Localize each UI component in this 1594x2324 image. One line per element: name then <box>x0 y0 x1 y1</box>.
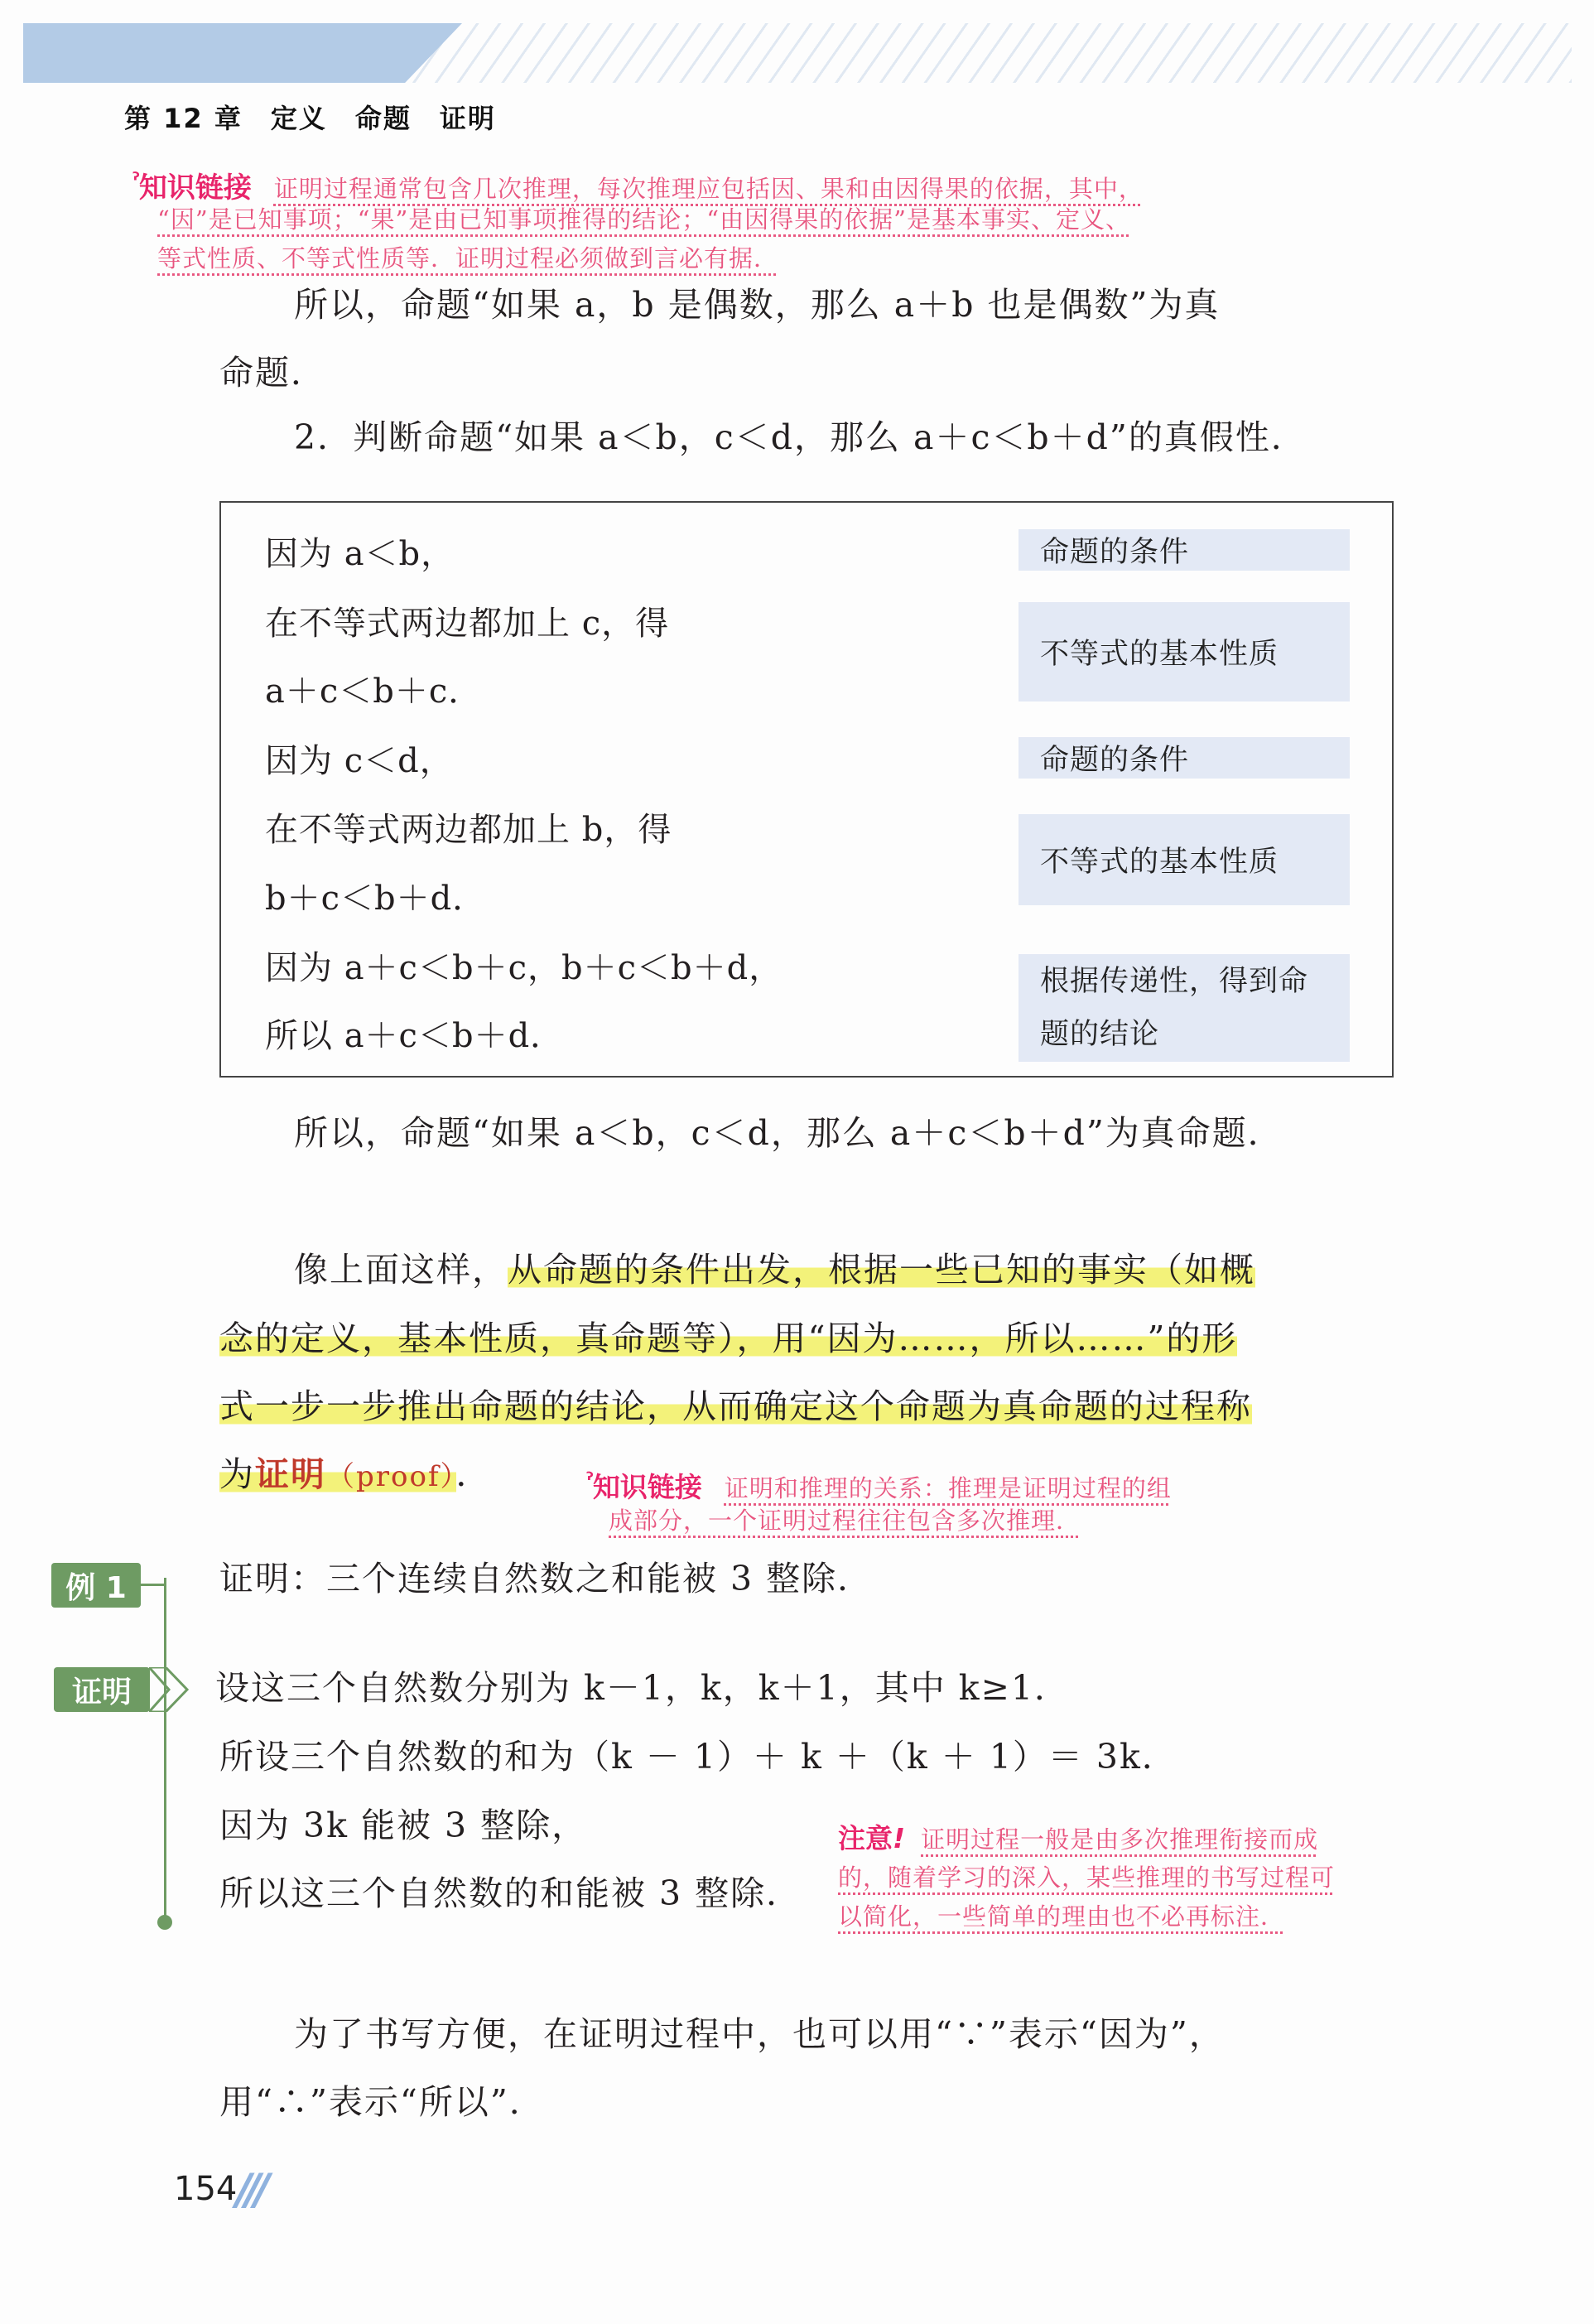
conclusion-line: 所以，命题“如果 a＜b，c＜d，那么 a＋c＜b＋d”为真命题． <box>294 1113 1283 1153</box>
note-line: 等式性质、不等式性质等．证明过程必须做到言必有据． <box>157 244 779 272</box>
paragraph-line: 为了书写方便，在证明过程中，也可以用“∵”表示“因为”， <box>294 2014 1225 2054</box>
proof-timeline <box>164 1578 166 1926</box>
hook-icon: ˀ <box>586 1468 593 1492</box>
proof-tab: 证明 <box>54 1667 150 1712</box>
reason-label: 命题的条件 <box>1019 529 1350 571</box>
paragraph-line: 用“∴”表示“所以”． <box>219 2082 545 2122</box>
definition-line: 式一步一步推出命题的结论，从而确定这个命题为真命题的过程称 <box>219 1386 1252 1426</box>
reason-label: 命题的条件 <box>1019 737 1350 779</box>
note-line: 证明过程通常包含几次推理，每次推理应包括因、果和由因得果的依据，其中， <box>273 175 1144 204</box>
example-tab: 例 1 <box>51 1563 141 1608</box>
note-line: 的，随着学习的深入，某些推理的书写过程可 <box>838 1864 1336 1892</box>
reason-label-multiline: 根据传递性，得到命 题的结论 <box>1019 954 1350 1062</box>
note-line: “因”是已知事项；“果”是由已知事项推得的结论；“由因得果的依据”是基本事实、定义、 <box>157 205 1130 234</box>
page-decoration-icon: /// <box>236 2165 263 2215</box>
arrow-icon <box>149 1667 190 1712</box>
proof-step: 因为 c＜d， <box>265 742 454 780</box>
proof-step: 所以 a＋c＜b＋d． <box>265 1017 565 1055</box>
knowledge-link-tag: $^ˀ$知识链接 <box>586 1468 702 1503</box>
proof-line: 因为 3k 能被 3 整除， <box>219 1806 588 1845</box>
proof-line: 所以这三个自然数的和能被 3 整除． <box>219 1873 802 1913</box>
proof-step: a＋c＜b＋c． <box>265 673 483 711</box>
example-text: 证明：三个连续自然数之和能被 3 整除． <box>219 1559 874 1598</box>
timeline-end-dot <box>157 1915 172 1930</box>
proof-table <box>219 501 1394 1078</box>
knowledge-link-tag: $^ˀ$知识链接 <box>132 169 252 205</box>
header-banner <box>23 23 462 83</box>
proof-step: 在不等式两边都加上 b，得 <box>265 811 672 849</box>
note-line: 成部分，一个证明过程往往包含多次推理． <box>609 1507 1081 1535</box>
reason-label: 不等式的基本性质 <box>1019 814 1350 905</box>
paragraph-line: 所以，命题“如果 a，b 是偶数，那么 a＋b 也是偶数”为真 <box>294 285 1221 325</box>
chapter-title: 第 12 章 定义 命题 证明 <box>124 103 496 134</box>
definition-line: 为证明（proof）． <box>219 1454 492 1494</box>
term-english: （proof） <box>326 1460 456 1493</box>
exclamation-icon: ! <box>893 1822 906 1854</box>
note-line: 证明和推理的关系：推理是证明过程的组 <box>724 1474 1172 1502</box>
proof-step: 因为 a＋c＜b＋c，b＋c＜b＋d， <box>265 949 783 987</box>
attention-note <box>838 1820 1318 1862</box>
note-line: 证明过程一般是由多次推理衔接而成 <box>921 1825 1319 1854</box>
reason-label: 不等式的基本性质 <box>1019 602 1350 702</box>
proof-step: 因为 a＜b， <box>265 535 455 573</box>
paragraph-line: 命题． <box>219 353 326 393</box>
definition-line: 像上面这样，从命题的条件出发，根据一些已知的事实（如概 <box>294 1250 1255 1290</box>
attention-tag: 注意! <box>838 1822 906 1854</box>
proof-line: 设这三个自然数分别为 k－1，k，k＋1，其中 k≥1． <box>215 1668 1071 1708</box>
page-number: 154 <box>174 2170 238 2208</box>
term-proof: 证明 <box>255 1454 326 1494</box>
question-2: 2．判断命题“如果 a＜b，c＜d，那么 a＋c＜b＋d”的真假性． <box>294 417 1307 457</box>
hook-icon: ˀ <box>132 169 139 192</box>
proof-step: 在不等式两边都加上 c，得 <box>265 605 670 643</box>
proof-line: 所设三个自然数的和为（k － 1）＋ k ＋（k ＋ 1）＝ 3k． <box>219 1737 1177 1777</box>
definition-line: 念的定义，基本性质，真命题等），用“因为……，所以……”的形 <box>219 1319 1238 1358</box>
proof-step: b＋c＜b＋d． <box>265 880 487 918</box>
tab-connector <box>141 1584 166 1586</box>
note-line: 以简化，一些简单的理由也不必再标注． <box>838 1902 1286 1931</box>
